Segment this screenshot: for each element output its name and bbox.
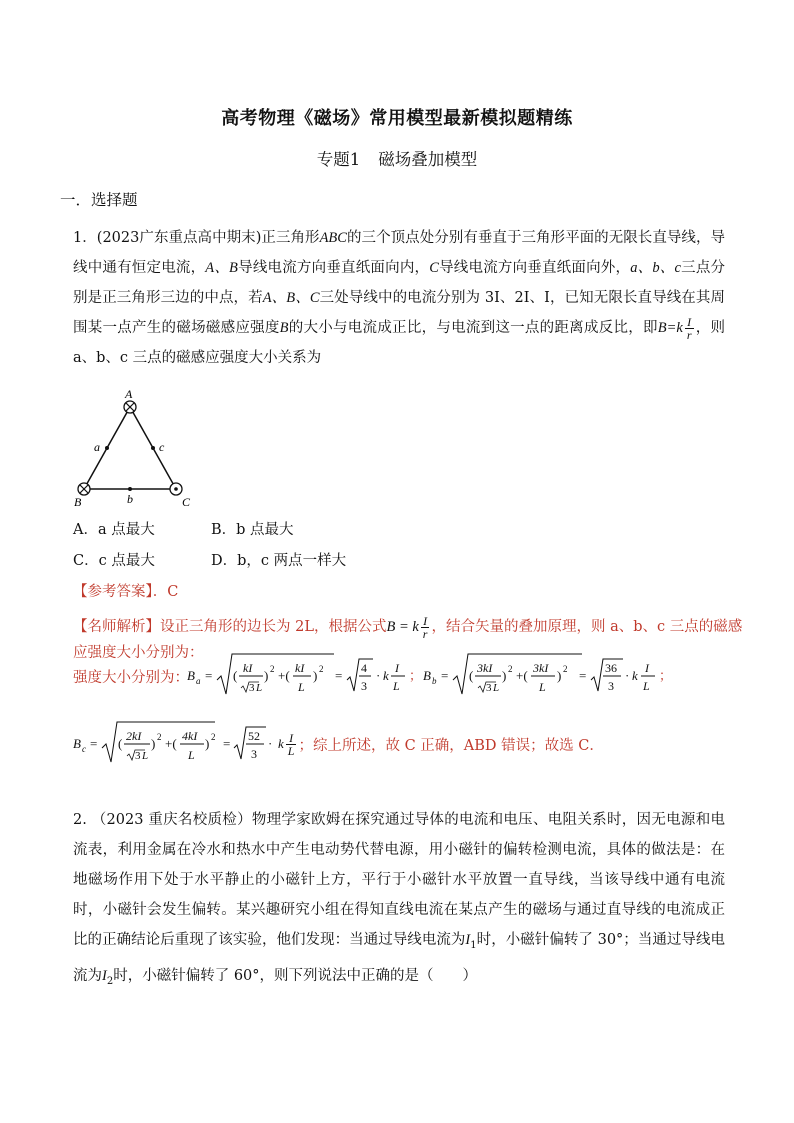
- svg-text:=: =: [335, 668, 343, 683]
- topic-name: 磁场叠加模型: [378, 150, 478, 169]
- svg-text:4: 4: [361, 661, 367, 675]
- svg-text:·: ·: [625, 668, 630, 683]
- svg-text:): ): [502, 668, 507, 683]
- svg-text:k: k: [383, 668, 389, 683]
- svg-text:+(: +(: [278, 668, 290, 683]
- svg-text:3: 3: [249, 682, 255, 694]
- svg-text:L: L: [393, 679, 400, 693]
- svg-text:3: 3: [251, 747, 257, 761]
- svg-text:2: 2: [157, 732, 162, 742]
- topic-number: 专题1: [316, 150, 361, 169]
- svg-text:3: 3: [135, 750, 141, 762]
- svg-text:2: 2: [508, 664, 513, 674]
- svg-text:): ): [313, 668, 318, 683]
- svg-text:kI: kI: [295, 661, 305, 675]
- svg-text:L: L: [643, 679, 650, 693]
- svg-text:L: L: [256, 682, 263, 694]
- svg-text:3: 3: [608, 679, 614, 693]
- option-c[interactable]: C．c 点最大: [73, 553, 155, 569]
- svg-text:=: =: [223, 736, 231, 751]
- svg-text:52: 52: [248, 729, 260, 743]
- option-d[interactable]: D．b，c 两点一样大: [211, 553, 347, 569]
- svg-text:b: b: [432, 676, 437, 686]
- explain-line2-prefix: 强度大小分别为：: [73, 670, 189, 686]
- svg-text:2: 2: [319, 664, 324, 674]
- svg-text:L: L: [493, 682, 500, 694]
- svg-text:=: =: [579, 668, 587, 683]
- svg-text:+(: +(: [165, 736, 177, 751]
- svg-text:): ): [264, 668, 269, 683]
- question-2-text: 2. （2023 重庆名校质检）物理学家欧姆在探究通过导体的电流和电压、电阻关系时，因无电源和电流表，利用金属在冷水和热水中产生电动势代替电源，用小磁针的偏转检测电流，具体的做法是：在地磁场作用下处于水平静止的小磁针上方，平行于小磁针水平放置一直导线，当该导线中通有电流时，小磁针会发生偏转。某兴趣研究小组在得知直线电流在某点产生的磁场与通过直导线的电流成正比的正确结论后重现了该实验，他们发现：当通过导线电流为$I_1$时，小磁针偏转了 30°；当通过导线电流为$I_2$时，小磁针偏转了 60°，则下列说法中正确的是（ ）: [73, 812, 725, 987]
- svg-text:L: L: [142, 750, 149, 762]
- svg-text:I: I: [645, 661, 649, 675]
- svg-text:+(: +(: [516, 668, 528, 683]
- svg-text:3kI: 3kI: [533, 661, 549, 675]
- svg-text:3: 3: [486, 682, 492, 694]
- svg-text:2kI: 2kI: [126, 729, 142, 743]
- svg-text:4kI: 4kI: [182, 729, 198, 743]
- current-out-of-page-icon-C: [170, 483, 182, 495]
- page-title: 高考物理《磁场》常用模型最新模拟题精练: [221, 108, 573, 129]
- svg-text:kI: kI: [243, 661, 253, 675]
- topic-subtitle: [0, 146, 794, 170]
- svg-text:c: c: [82, 744, 86, 754]
- section-heading: 一．选择题: [60, 191, 138, 209]
- svg-text:2: 2: [270, 664, 275, 674]
- svg-text:B: B: [423, 668, 431, 683]
- svg-text:L: L: [188, 748, 195, 762]
- svg-text:(: (: [233, 668, 238, 683]
- vertex-label-C: C: [182, 495, 191, 509]
- svg-text:3kI: 3kI: [477, 661, 493, 675]
- svg-text:2: 2: [563, 664, 568, 674]
- svg-text:2: 2: [211, 732, 216, 742]
- svg-text:a: a: [196, 676, 201, 686]
- svg-text:): ): [557, 668, 562, 683]
- svg-text:L: L: [539, 680, 546, 694]
- vertex-label-B: B: [74, 495, 82, 509]
- option-a[interactable]: A．a 点最大: [73, 522, 155, 538]
- reference-answer: 【参考答案】．C: [73, 584, 179, 600]
- svg-text:(: (: [469, 668, 474, 683]
- svg-text:；: ；: [659, 668, 673, 683]
- svg-text:=: =: [441, 668, 449, 683]
- midpoint-label-c: c: [159, 440, 165, 454]
- svg-text:I: I: [395, 661, 399, 675]
- svg-text:B: B: [73, 736, 81, 751]
- midpoint-label-a: a: [94, 440, 100, 454]
- vertex-label-A: A: [125, 387, 133, 401]
- svg-text:3: 3: [361, 679, 367, 693]
- option-b[interactable]: B．b 点最大: [211, 522, 294, 538]
- formula-fraction: $\frac{I}{r}$: [686, 314, 692, 342]
- svg-text:；: ；: [409, 668, 423, 683]
- svg-text:=: =: [90, 736, 98, 751]
- svg-text:36: 36: [605, 661, 617, 675]
- formula-Bc-line: B c = ( 2kI 3 L ) 2 +( 4kI L ) 2 = 52 3 · k $\frac{I}{L}$ ；综上所述，故 C 正确，ABD 错误；故选 C．: [73, 718, 604, 770]
- current-into-page-icon-B: [78, 483, 90, 495]
- svg-text:·: ·: [268, 736, 273, 751]
- question-1-text: 1．(2023广东重点高中期末)正三角形ABC的三个顶点处分别有垂直于三角形平面的无限长直导线，导线中通有恒定电流，A、B导线电流方向垂直纸面向内，C导线电流方向垂直纸面向外，a、b、c三点分别是正三角形三边的中点，若A、B、C三处导线中的电流分别为 3I、2I、I，已知无限长直导线在其周围某一点产生的磁场磁感应强度B的大小与电流成正比，与电流到这一点的距离成反比，即B=k $\frac{I}{r}$ ，则 a、b、c 三点的磁感应强度大小关系为: [73, 230, 726, 366]
- svg-text:k: k: [632, 668, 638, 683]
- svg-text:B: B: [187, 668, 195, 683]
- midpoint-label-b: b: [127, 492, 133, 506]
- svg-text:): ): [151, 736, 156, 751]
- svg-text:=: =: [205, 668, 213, 683]
- triangle-diagram: [70, 385, 210, 510]
- svg-text:): ): [205, 736, 210, 751]
- current-into-page-icon-A: [124, 401, 136, 413]
- svg-text:L: L: [298, 680, 305, 694]
- svg-text:(: (: [118, 736, 123, 751]
- svg-text:·: ·: [376, 668, 381, 683]
- formula-Bc: [73, 718, 278, 770]
- explanation-text: 【名师解析】设正三角形的边长为 2L，根据公式B = k $\frac{I}{r}$ ，结合矢量的叠加原理，则 a、b、c 三点的磁感应强度大小分别为：: [73, 613, 743, 661]
